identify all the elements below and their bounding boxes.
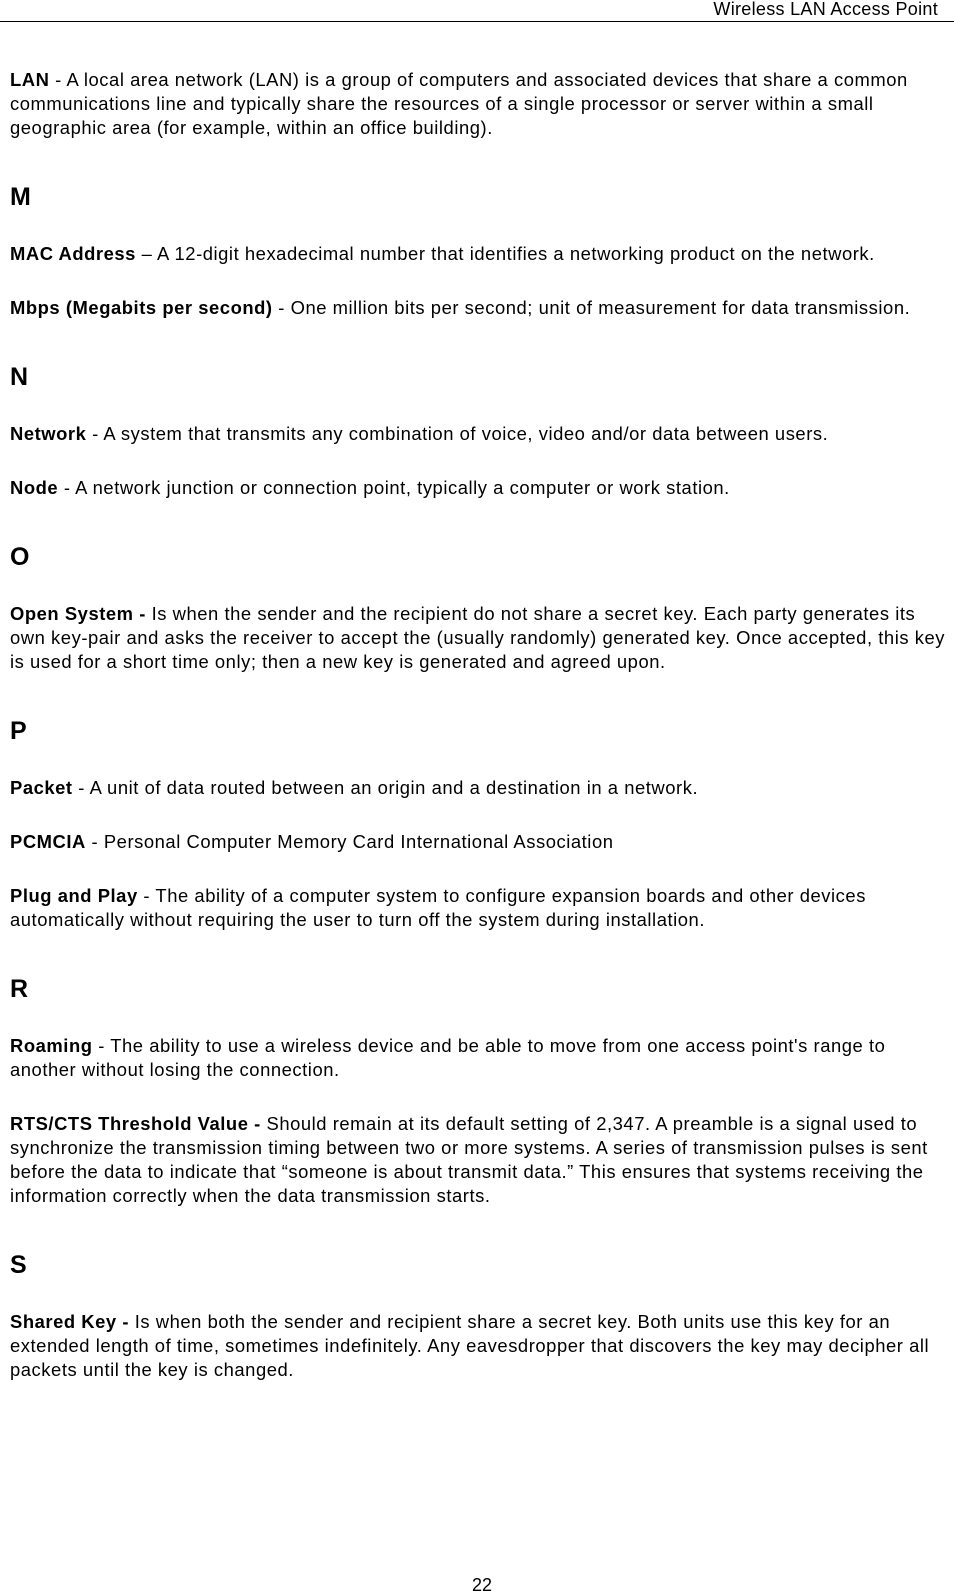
term-plug-and-play: Plug and Play (10, 885, 138, 906)
term-roaming: Roaming (10, 1035, 93, 1056)
glossary-entry-packet: Packet - A unit of data routed between an origin and a destination in a network. (10, 777, 699, 798)
definition-packet: A unit of data routed between an origin and a destination in a network. (89, 777, 699, 798)
definition-node: A network junction or connection point, typically a computer or work station. (75, 477, 730, 498)
header-title: Wireless LAN Access Point (713, 0, 938, 19)
definition-mbps: One million bits per second; unit of measurement for data transmission. (290, 297, 911, 318)
glossary-entry-mac-address: MAC Address – A 12-digit hexadecimal number that identifies a networking product on the network. (10, 243, 875, 264)
term-lan: LAN (10, 69, 50, 90)
term-rts-cts: RTS/CTS Threshold Value - (10, 1113, 261, 1134)
section-letter-o: O (10, 543, 30, 571)
term-network: Network (10, 423, 87, 444)
glossary-entry-pcmcia: PCMCIA - Personal Computer Memory Card International Association (10, 831, 614, 852)
section-letter-n: N (10, 363, 29, 391)
term-mac-address: MAC Address (10, 243, 136, 264)
term-shared-key: Shared Key - (10, 1311, 130, 1332)
glossary-entry-node: Node - A network junction or connection point, typically a computer or work station. (10, 477, 730, 498)
definition-roaming: The ability to use a wireless device and be able to move from one access point's range to another without losing the connection. (10, 1035, 886, 1080)
glossary-entry-lan: LAN - A local area network (LAN) is a group of computers and associated devices that share a common communications line and typically share the resources of a single processor or server within a small geographic area (for example, within an office building). (10, 69, 908, 138)
definition-pcmcia: Personal Computer Memory Card International Association (103, 831, 614, 852)
definition-rts-cts: Should remain at its default setting of 2,347. A preamble is a signal used to synchronize the transmission timing between two or more systems. A series of transmission pulses is sent before the data to indicate that “someone is about transmit data.” This ensures that systems receiving the information correctly when the data transmission starts. (10, 1113, 928, 1206)
glossary-entry-network: Network - A system that transmits any combination of voice, video and/or data between users. (10, 423, 829, 444)
glossary-entry-rts-cts (10, 1112, 954, 1208)
term-open-system: Open System - (10, 603, 146, 624)
glossary-entry-shared-key (10, 1310, 954, 1382)
definition-network: A system that transmits any combination of voice, video and/or data between users. (103, 423, 829, 444)
glossary-entry-mbps: Mbps (Megabits per second) - One million bits per second; unit of measurement for data transmission. (10, 297, 911, 318)
definition-shared-key: Is when both the sender and recipient share a secret key. Both units use this key for an extended length of time, sometimes indefinitely. Any eavesdropper that discovers the key may decipher all packets until the key is changed. (10, 1311, 930, 1380)
definition-mac-address: A 12-digit hexadecimal number that identifies a networking product on the network. (157, 243, 875, 264)
definition-lan: A local area network (LAN) is a group of computers and associated devices that share a common communications line and typically share the resources of a single processor or server within a small geographic area (for example, within an office building). (10, 69, 908, 138)
glossary-entry-roaming: Roaming - The ability to use a wireless device and be able to move from one access point's range to another without losing the connection. (10, 1035, 886, 1080)
term-mbps: Mbps (Megabits per second) (10, 297, 273, 318)
term-node: Node (10, 477, 59, 498)
definition-open-system: Is when the sender and the recipient do not share a secret key. Each party generates its own key-pair and asks the receiver to accept the (usually randomly) generated key. Once accepted, this key is used for a short time only; then a new key is generated and agreed upon. (10, 603, 946, 672)
section-letter-r: R (10, 975, 29, 1003)
term-pcmcia: PCMCIA (10, 831, 86, 852)
glossary-entry-open-system (10, 602, 954, 674)
term-packet: Packet (10, 777, 73, 798)
glossary-content (10, 68, 954, 1382)
section-letter-p: P (10, 717, 27, 745)
page-number: 22 (471, 1575, 493, 1595)
section-letter-m: M (10, 183, 31, 211)
page-header (0, 0, 954, 22)
definition-plug-and-play: The ability of a computer system to configure expansion boards and other devices automatically without requiring the user to turn off the system during installation. (10, 885, 866, 930)
section-letter-s: S (10, 1251, 27, 1279)
glossary-entry-plug-and-play: Plug and Play - The ability of a computer system to configure expansion boards and other devices automatically without requiring the user to turn off the system during installation. (10, 885, 866, 930)
